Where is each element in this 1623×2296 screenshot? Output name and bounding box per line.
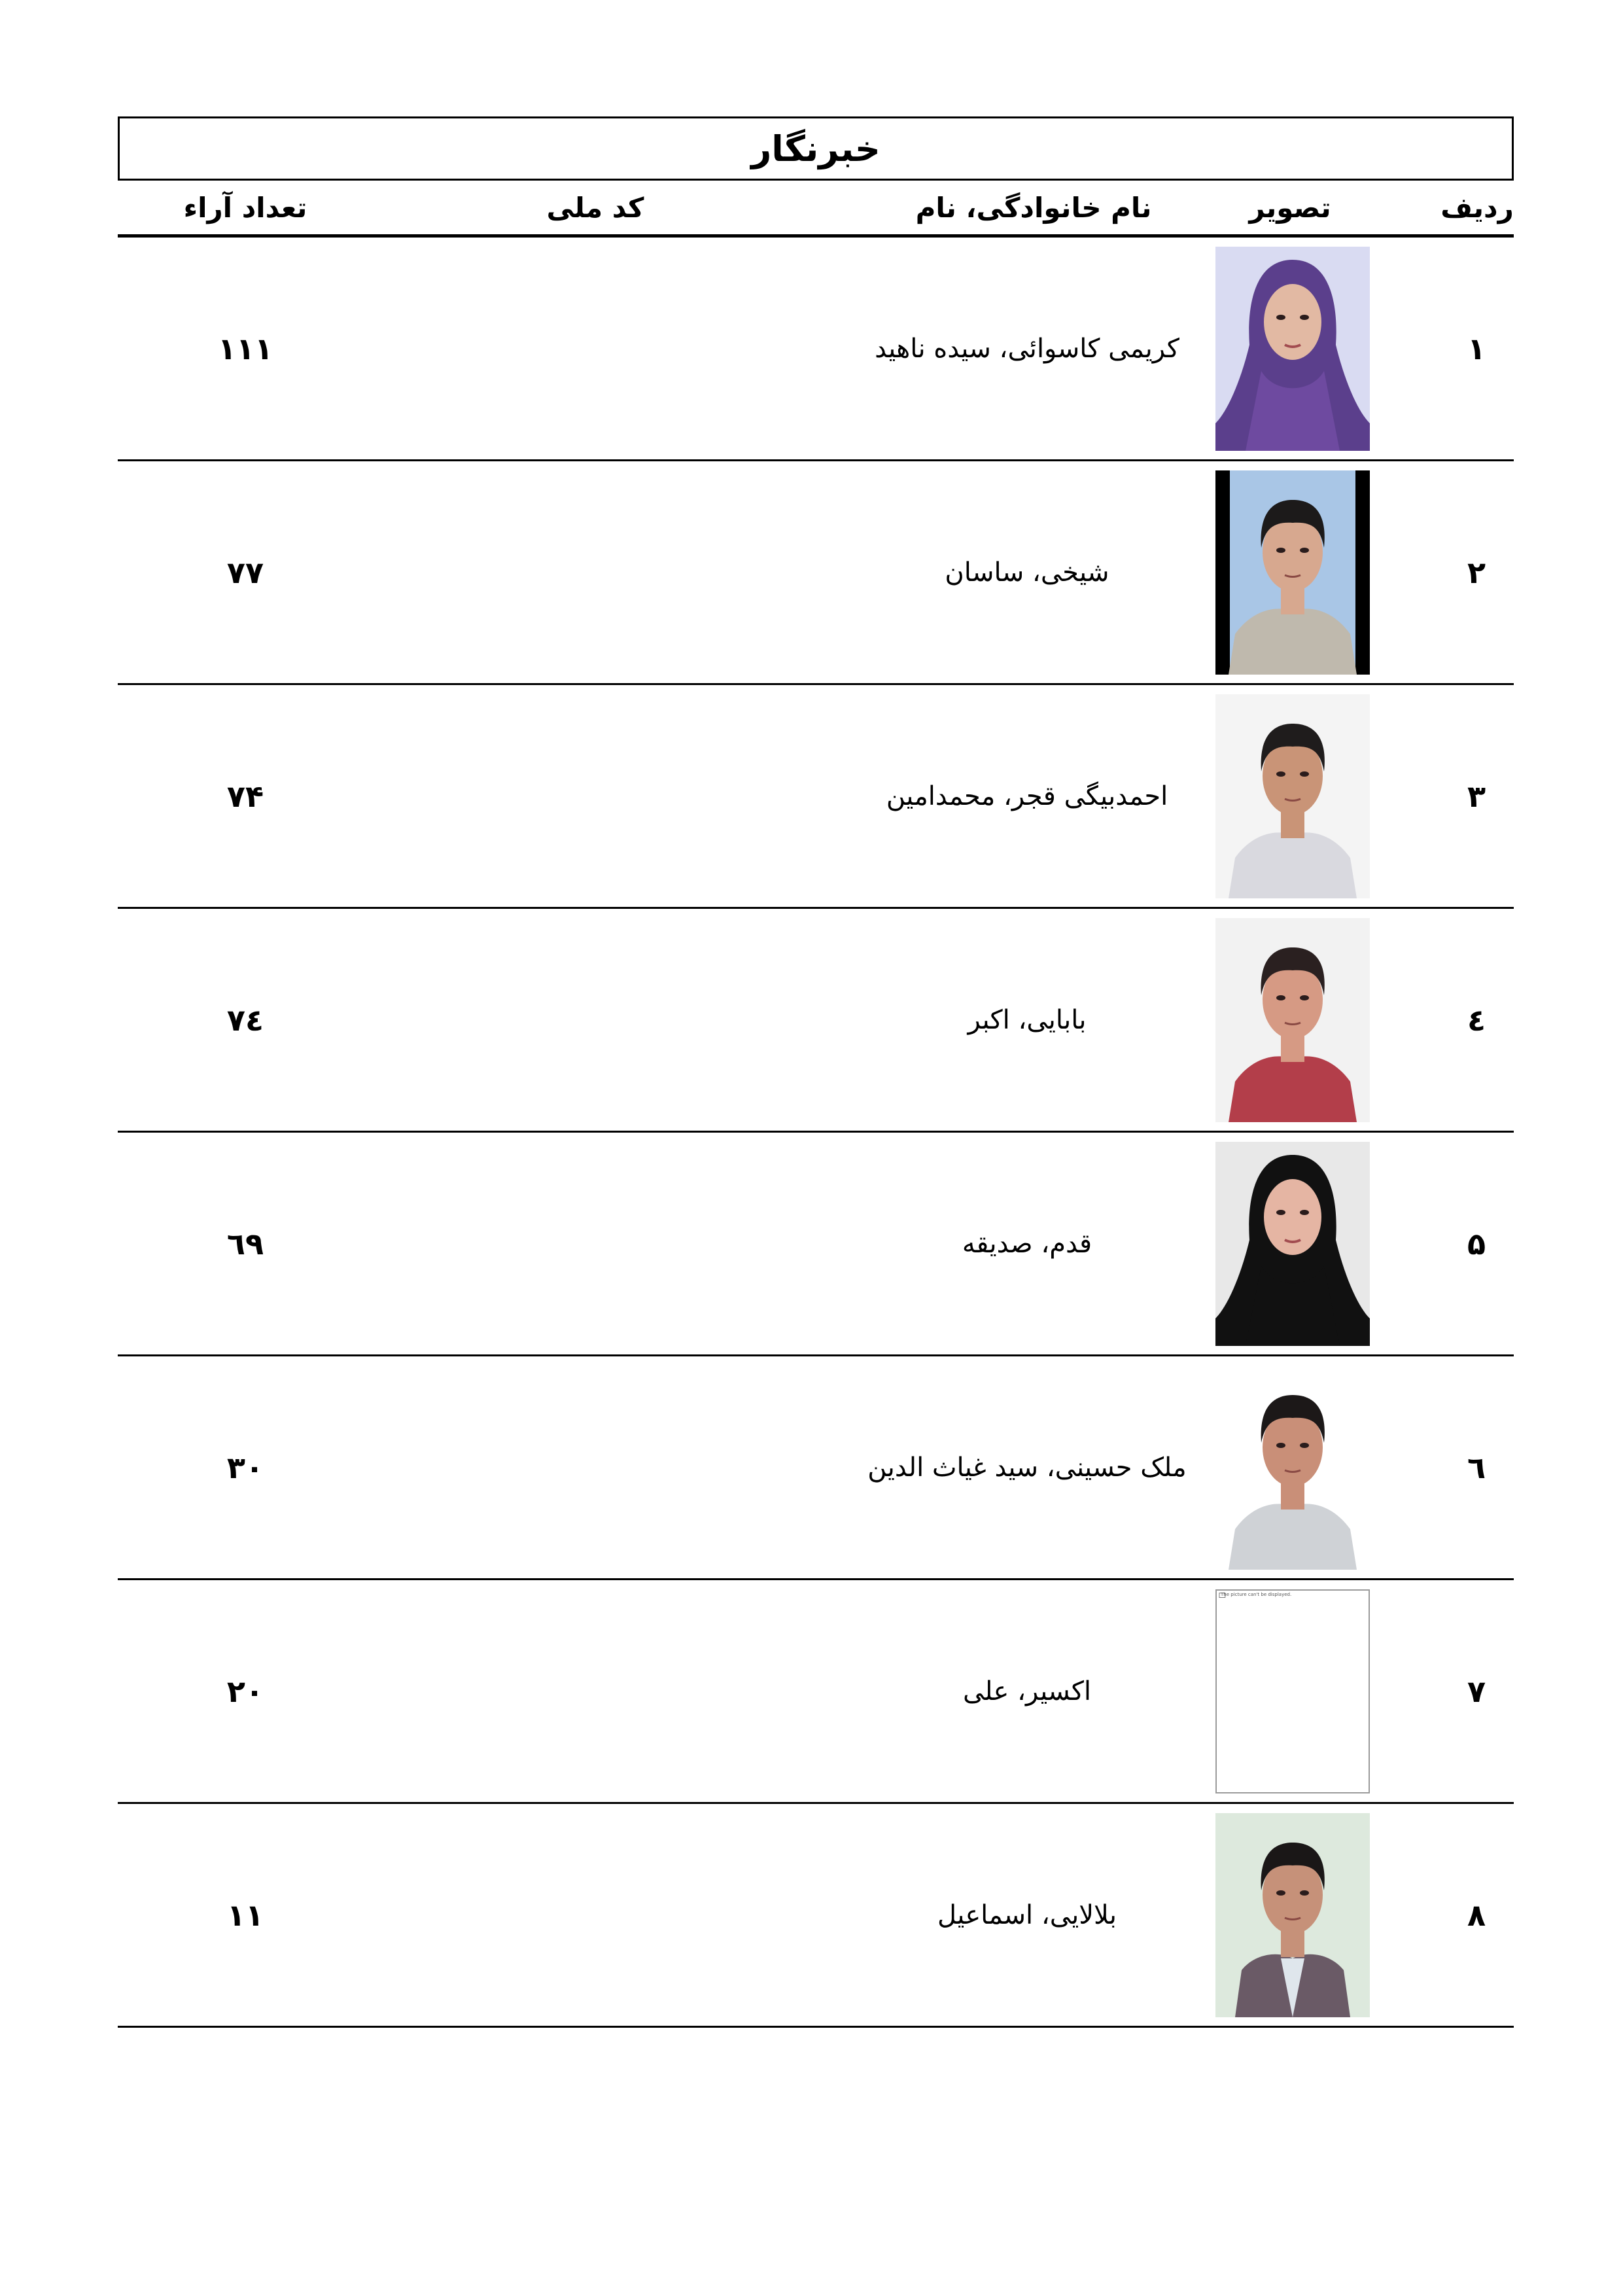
- header-index: ردیف: [1440, 191, 1514, 224]
- table-header: [118, 181, 1514, 238]
- national-code: [458, 1356, 837, 1578]
- results-table-body: [118, 238, 1514, 2028]
- vote-count: ۷٤: [226, 1002, 264, 1038]
- row-index: ۱: [1467, 330, 1486, 366]
- table-row: [118, 685, 1514, 909]
- table-row: [118, 1580, 1514, 1804]
- placeholder-note: The picture can't be displayed.: [1221, 1592, 1292, 1597]
- page-title: خبرنگار: [118, 116, 1514, 181]
- candidate-name: بابایی، اکبر: [968, 1004, 1087, 1035]
- national-code: [458, 1580, 837, 1802]
- vote-count: ۱۱۱: [217, 330, 273, 366]
- vote-count: ۳۰: [226, 1449, 264, 1485]
- national-code: [458, 1133, 837, 1354]
- table-row: [118, 909, 1514, 1133]
- table-row: [118, 1804, 1514, 2028]
- national-code: [458, 238, 837, 459]
- vote-count: ۲۰: [226, 1673, 264, 1709]
- candidate-name: کریمی کاسوائی، سیده ناهید: [875, 333, 1179, 364]
- table-row: [118, 461, 1514, 685]
- row-index: ۳: [1467, 778, 1486, 814]
- national-code: [458, 685, 837, 907]
- row-index: ۲: [1467, 554, 1486, 590]
- header-name: نام خانوادگی، نام: [915, 191, 1152, 224]
- candidate-name: بلالایی، اسماعیل: [937, 1899, 1117, 1930]
- table-row: [118, 238, 1514, 461]
- table-row: [118, 1356, 1514, 1580]
- voting-results-sheet: [118, 116, 1514, 2028]
- vote-count: ۷۷: [226, 554, 264, 590]
- header-national-code: کد ملی: [546, 191, 644, 224]
- row-index: ۸: [1467, 1897, 1486, 1933]
- candidate-name: قدم، صدیقه: [962, 1228, 1092, 1259]
- vote-count: ۷۴: [226, 778, 264, 814]
- row-index: ٦: [1467, 1449, 1486, 1485]
- table-row: [118, 1133, 1514, 1356]
- candidate-name: شیخی، ساسان: [945, 557, 1109, 588]
- row-index: ۵: [1467, 1226, 1486, 1262]
- national-code: [458, 461, 837, 683]
- candidate-name: احمدبیگی قجر، محمدامین: [886, 781, 1168, 811]
- row-index: ۷: [1467, 1673, 1486, 1709]
- vote-count: ٦۹: [226, 1226, 264, 1262]
- header-votes: تعداد آراء: [183, 191, 307, 224]
- candidate-name: ملک حسینی، سید غیاث الدین: [867, 1452, 1187, 1483]
- candidate-name: اکسیر، علی: [962, 1676, 1092, 1706]
- header-photo: تصویر: [1249, 191, 1331, 224]
- row-index: ٤: [1467, 1002, 1486, 1038]
- national-code: [458, 909, 837, 1131]
- vote-count: ۱۱: [226, 1897, 264, 1933]
- national-code: [458, 1804, 837, 2026]
